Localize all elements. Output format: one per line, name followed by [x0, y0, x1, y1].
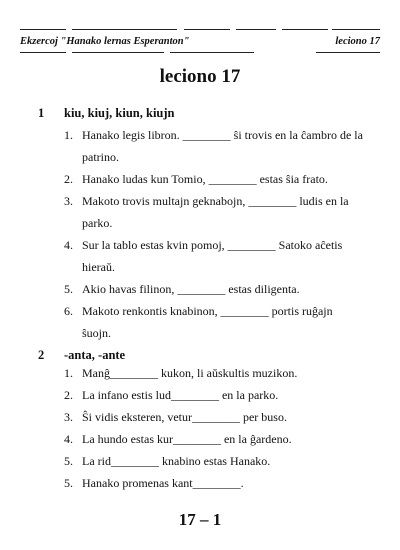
exercise-text: Hanako ludas kun Tomio, ________ estas ŝia frato.	[82, 172, 328, 186]
header-rule	[184, 29, 230, 30]
exercise-number: 1.	[64, 128, 73, 142]
header-rule	[20, 52, 66, 53]
exercise-number: 1.	[64, 366, 73, 380]
exercise-text: Hanako legis libron. ________ ŝi trovis en la ĉambro de la patrino.	[82, 128, 366, 164]
exercise-text: Akio havas filinon, ________ estas diligenta.	[82, 282, 300, 296]
exercise-number: 5.	[64, 282, 73, 296]
header-lesson-label: leciono 17	[335, 36, 380, 47]
exercise-item	[64, 450, 364, 472]
header-rule	[332, 29, 380, 30]
exercise-number: 5.	[64, 476, 73, 490]
section-1-heading: kiu, kiuj, kiun, kiujn	[64, 106, 175, 120]
exercise-number: 2.	[64, 388, 73, 402]
header-rule	[282, 29, 328, 30]
exercise-number: 6.	[64, 304, 73, 318]
exercise-item	[64, 168, 364, 190]
section-2-heading: -anta, -ante	[64, 348, 126, 362]
exercise-number: 5.	[64, 454, 73, 468]
exercise-text: Sur la tablo estas kvin pomoj, ________ Satoko aĉetis hieraŭ.	[82, 238, 346, 274]
exercise-text: Makoto renkontis knabinon, ________ portis ruĝajn ŝuojn.	[82, 304, 336, 340]
exercise-item	[64, 472, 364, 494]
exercise-item	[64, 300, 364, 344]
exercise-text: Makoto trovis multajn geknabojn, ________ ludis en la parko.	[82, 194, 352, 230]
exercise-number: 2.	[64, 172, 73, 186]
exercise-item	[64, 190, 364, 234]
exercise-number: 4.	[64, 238, 73, 252]
exercise-item	[64, 406, 364, 428]
header-rule	[20, 29, 66, 30]
exercise-item	[64, 384, 364, 406]
exercise-text: Manĝ________ kukon, li aŭskultis muzikon.	[82, 366, 298, 380]
exercise-text: La infano estis lud________ en la parko.	[82, 388, 279, 402]
exercise-item	[64, 428, 364, 450]
header-rule	[236, 29, 276, 30]
exercise-number: 3.	[64, 194, 73, 208]
exercise-item	[64, 278, 364, 300]
section-1-number: 1	[38, 106, 45, 120]
exercise-text: La hundo estas kur________ en la ĝardeno.	[82, 432, 292, 446]
header-left-title: Ekzercoj "Hanako lernas Esperanton"	[20, 36, 190, 47]
header-rule	[72, 29, 177, 30]
exercise-item	[64, 124, 364, 168]
section-1-exercise-list	[64, 124, 364, 344]
page-number: 17 – 1	[178, 510, 222, 529]
page-title: leciono 17	[159, 66, 241, 87]
section-2-exercise-list	[64, 362, 364, 494]
header-rule	[72, 52, 164, 53]
exercise-number: 3.	[64, 410, 73, 424]
exercise-item	[64, 362, 364, 384]
header-rule	[170, 52, 254, 53]
exercise-number: 4.	[64, 432, 73, 446]
exercise-item	[64, 234, 364, 278]
exercise-text: Hanako promenas kant________.	[82, 476, 244, 490]
exercise-text: La rid________ knabino estas Hanako.	[82, 454, 271, 468]
header-rule	[316, 52, 380, 53]
exercise-text: Ŝi vidis eksteren, vetur________ per buso.	[82, 410, 287, 424]
section-2-number: 2	[38, 348, 45, 362]
page-header	[20, 0, 380, 50]
